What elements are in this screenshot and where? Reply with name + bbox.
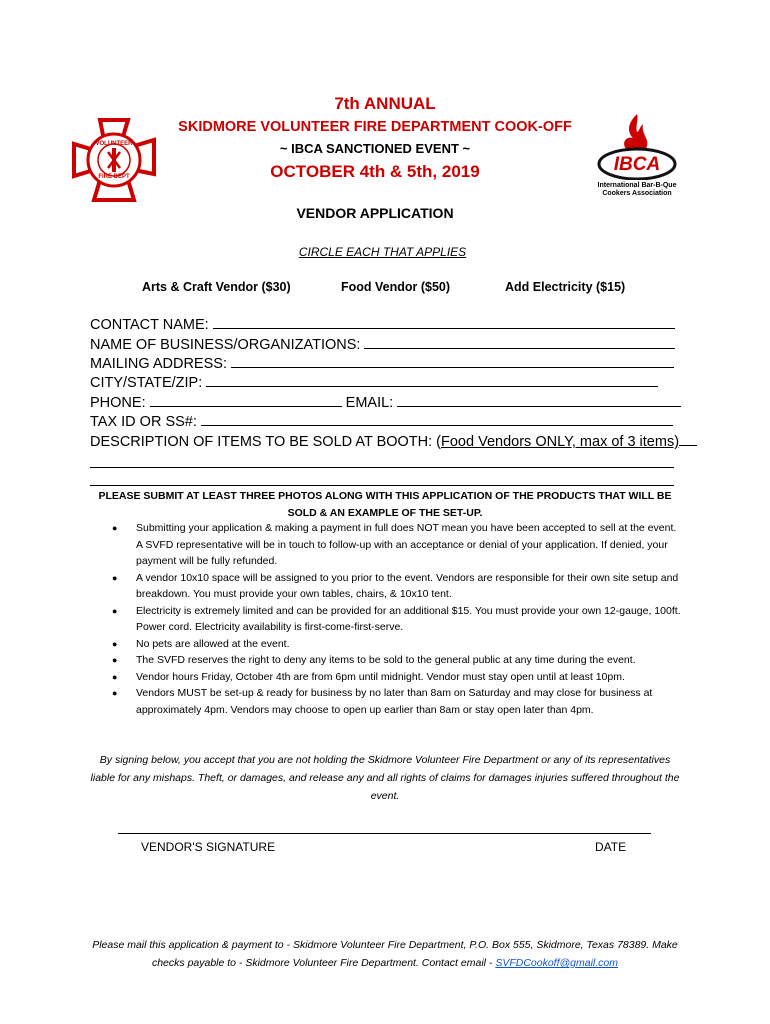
description-field-line-1[interactable] — [90, 467, 674, 468]
mail-note-text: Please mail this application & payment to - Skidmore Volunteer Fire Department, P.O. Box 555, Skidmore, Texas 78389. Make checks payable to - Skidmore Volunteer Fire Department. Contact email - — [92, 939, 678, 969]
description-row — [90, 431, 697, 450]
business-field[interactable] — [364, 334, 675, 349]
phone-label: PHONE: — [90, 395, 146, 411]
option-electricity[interactable]: Add Electricity ($15) — [505, 280, 626, 294]
ibca-caption-2: Cookers Association — [602, 190, 672, 197]
photos-note: PLEASE SUBMIT AT LEAST THREE PHOTOS ALONG WITH THIS APPLICATION OF THE PRODUCTS THAT WILL BE SOLD & AN EXAMPLE OF THE SET-UP. — [98, 490, 672, 519]
description-field-line-2[interactable] — [90, 485, 674, 486]
description-note: Food Vendors ONLY, max of 3 items) — [441, 434, 680, 450]
phone-field[interactable] — [150, 392, 342, 407]
form-title: VENDOR APPLICATION — [296, 205, 454, 221]
title-annual: 7th ANNUAL — [334, 94, 436, 113]
form-instruction: CIRCLE EACH THAT APPLIES — [298, 245, 467, 259]
ibca-caption-1: International Bar-B-Que — [597, 182, 677, 189]
ibca-logo — [595, 110, 679, 202]
vendor-signature-label: VENDOR'S SIGNATURE — [141, 840, 276, 854]
bullet-icon: ● — [112, 638, 118, 649]
city-field[interactable] — [206, 372, 658, 387]
option-food-vendor[interactable]: Food Vendor ($50) — [341, 280, 451, 294]
list-item: ● A vendor 10x10 space will be assigned to you prior to the event. Vendors are responsible for their own site setup and breakdown. You must provide your own tables, chairs, & 10x10 tent. — [112, 571, 679, 600]
email-label: EMAIL: — [345, 395, 394, 411]
mailing-row — [90, 353, 674, 372]
list-item: ● Electricity is extremely limited and can be provided for an additional $15. You must provide your own 12-gauge, 100ft. Power cord. Electricity availability is first-come-first-serve. — [112, 604, 681, 633]
tax-row — [90, 411, 673, 430]
list-item: ● Vendor hours Friday, October 4th are from 6pm until midnight. Vendor must stay open until at least 10pm. — [112, 669, 682, 686]
disclaimer: By signing below, you accept that you are not holding the Skidmore Volunteer Fire Department or any of its representatives liable for any mishaps. Theft, or damages, and release any and all rights of claims for damages injuries suffered throughout the event. — [90, 754, 680, 802]
bullet-icon: ● — [112, 605, 118, 616]
mail-note — [85, 936, 685, 972]
bullet-icon: ● — [112, 671, 118, 682]
business-row — [90, 334, 675, 353]
email-field[interactable] — [397, 392, 681, 407]
option-arts-craft[interactable]: Arts & Craft Vendor ($30) — [142, 280, 291, 294]
city-label: CITY/STATE/ZIP: — [90, 375, 203, 391]
maltese-cross-icon — [72, 118, 156, 202]
title-sanctioned: ~ IBCA SANCTIONED EVENT ~ — [279, 141, 471, 156]
list-item: ● The SVFD reserves the right to deny any items to be sold to the general public at any time during the event. — [112, 652, 682, 669]
bullet-icon: ● — [112, 572, 118, 583]
bullet-icon: ● — [112, 688, 118, 698]
tax-label: TAX ID OR SS#: — [90, 414, 197, 430]
list-item: ● Vendors MUST be set-up & ready for business by no later than 8am on Saturday and may close for business at approximately 4pm. Vendors may choose to open up earlier than 8am or stay open later than 4pm. — [112, 687, 653, 716]
business-label: NAME OF BUSINESS/ORGANIZATIONS: — [90, 337, 361, 353]
city-row — [90, 372, 658, 391]
tax-field[interactable] — [201, 411, 673, 426]
title-event: SKIDMORE VOLUNTEER FIRE DEPARTMENT COOK-OFF — [178, 119, 572, 135]
ibca-logo-text: IBCA — [613, 154, 661, 175]
phone-email-row — [90, 392, 681, 411]
date-label: DATE — [595, 840, 627, 854]
signature-line[interactable] — [118, 833, 651, 834]
title-dates: OCTOBER 4th & 5th, 2019 — [270, 162, 480, 181]
contact-name-label: CONTACT NAME: — [90, 317, 209, 333]
svfd-logo-bottom-text: FIRE DEPT — [98, 174, 130, 180]
bullet-icon: ● — [112, 655, 118, 665]
mailing-label: MAILING ADDRESS: — [90, 356, 227, 372]
rules-list — [112, 520, 682, 718]
contact-name-row — [90, 314, 675, 333]
list-item: ● Submitting your application & making a payment in full does NOT mean you have been accepted to sell at the event. A SVFD representative will be in touch to follow-up with an acceptance or denial of your application. If denied, your payment will be fully refunded. — [112, 522, 677, 567]
description-label: DESCRIPTION OF ITEMS TO BE SOLD AT BOOTH: ( — [90, 434, 442, 450]
svfd-logo — [72, 118, 156, 202]
contact-email-link[interactable]: SVFDCookoff@gmail.com — [495, 957, 619, 969]
mailing-field[interactable] — [231, 353, 674, 368]
contact-name-field[interactable] — [213, 314, 675, 329]
list-item: ● No pets are allowed at the event. — [112, 636, 682, 653]
bullet-icon: ● — [112, 523, 118, 533]
svfd-logo-top-text: VOLUNTEER — [95, 141, 133, 147]
